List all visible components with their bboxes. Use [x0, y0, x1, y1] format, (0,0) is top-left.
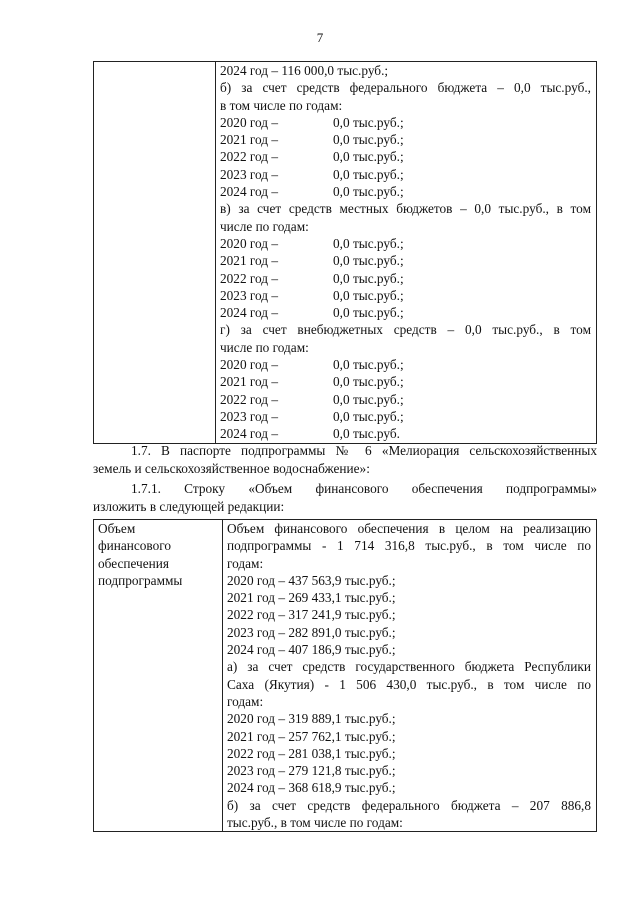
year-line: 2024 год – 116 000,0 тыс.руб.;	[220, 63, 389, 78]
year-row	[220, 408, 591, 425]
year-label: 2020 год –	[220, 114, 279, 130]
section-b-line: тыс.руб., в том числе по годам:	[227, 815, 403, 831]
year-amount: 0,0 тыс.руб.	[333, 426, 400, 442]
year-label: 2022 год –	[220, 270, 279, 286]
year-line: 2022 год – 317 241,9 тыс.руб.;	[227, 607, 396, 623]
year-label: 2021 год –	[220, 253, 279, 269]
paragraph-line: 1.7. В паспорте подпрограммы № 6 «Мелиорация сельскохозяйственных	[131, 443, 597, 458]
section-b-subheading: в том числе по годам:	[220, 97, 343, 113]
year-label: 2024 год –	[220, 305, 279, 321]
section-a-line: Саха (Якутия) - 1 506 430,0 тыс.руб., в том числе по	[227, 676, 591, 692]
year-amount: 0,0 тыс.руб.;	[333, 149, 404, 165]
section-a-line: а) за счет средств государственного бюджета Республики	[227, 659, 591, 675]
year-row	[220, 425, 591, 442]
funding-table-continued	[93, 61, 597, 444]
funding-table-new	[93, 519, 597, 832]
year-amount: 0,0 тыс.руб.;	[333, 287, 404, 303]
year-line: 2021 год – 257 762,1 тыс.руб.;	[227, 728, 396, 744]
label-line: финансового	[98, 538, 172, 554]
year-row	[220, 114, 591, 131]
year-amount: 0,0 тыс.руб.;	[333, 374, 404, 390]
year-row	[220, 304, 591, 321]
year-row	[220, 287, 591, 304]
table-value-cell	[216, 62, 597, 444]
page-number: 7	[316, 30, 324, 45]
section-v-heading: в) за счет средств местных бюджетов – 0,0 тыс.руб., в том	[220, 201, 591, 217]
section-v-subheading: числе по годам:	[220, 218, 309, 234]
year-amount: 0,0 тыс.руб.;	[333, 305, 404, 321]
year-amount: 0,0 тыс.руб.;	[333, 357, 404, 373]
section-b-heading: б) за счет средств федерального бюджета – 0,0 тыс.руб.,	[220, 80, 591, 96]
year-label: 2021 год –	[220, 132, 279, 148]
section-b-line: б) за счет средств федерального бюджета – 207 886,8	[227, 797, 591, 813]
year-amount: 0,0 тыс.руб.;	[333, 166, 404, 182]
year-amount: 0,0 тыс.руб.;	[333, 391, 404, 407]
year-line: 2021 год – 269 433,1 тыс.руб.;	[227, 590, 396, 606]
table-label-cell-empty	[94, 62, 216, 444]
table-value-cell	[223, 520, 597, 832]
year-label: 2023 год –	[220, 166, 279, 182]
intro-line: годам:	[227, 555, 264, 571]
paragraph-1-7-1	[93, 480, 597, 516]
year-amount: 0,0 тыс.руб.;	[333, 184, 404, 200]
section-g-heading: г) за счет внебюджетных средств – 0,0 тыс.руб., в том	[220, 322, 591, 338]
label-line: обеспечения	[98, 555, 169, 571]
year-label: 2021 год –	[220, 374, 279, 390]
section-a-line: годам:	[227, 693, 264, 709]
year-line: 2020 год – 319 889,1 тыс.руб.;	[227, 711, 396, 727]
year-row	[220, 235, 591, 252]
year-label: 2022 год –	[220, 149, 279, 165]
year-amount: 0,0 тыс.руб.;	[333, 132, 404, 148]
year-label: 2024 год –	[220, 426, 279, 442]
year-row	[220, 373, 591, 390]
year-line: 2023 год – 279 121,8 тыс.руб.;	[227, 763, 396, 779]
year-row	[220, 356, 591, 373]
year-line: 2024 год – 407 186,9 тыс.руб.;	[227, 642, 396, 658]
paragraph-line: 1.7.1. Строку «Объем финансового обеспечения подпрограммы»	[131, 481, 597, 496]
intro-line: подпрограммы - 1 714 316,8 тыс.руб., в том числе по	[227, 538, 591, 554]
year-row	[220, 148, 591, 165]
year-line: 2020 год – 437 563,9 тыс.руб.;	[227, 572, 396, 588]
year-label: 2023 год –	[220, 287, 279, 303]
year-row	[220, 252, 591, 269]
year-row	[220, 131, 591, 148]
year-label: 2024 год –	[220, 184, 279, 200]
year-row	[220, 270, 591, 287]
label-line: подпрограммы	[98, 572, 183, 588]
table-label-cell	[94, 520, 223, 832]
year-line: 2022 год – 281 038,1 тыс.руб.;	[227, 745, 396, 761]
year-line: 2023 год – 282 891,0 тыс.руб.;	[227, 624, 396, 640]
year-row	[220, 166, 591, 183]
year-amount: 0,0 тыс.руб.;	[333, 408, 404, 424]
section-g-subheading: числе по годам:	[220, 339, 309, 355]
year-amount: 0,0 тыс.руб.;	[333, 253, 404, 269]
paragraph-line: земель и сельскохозяйственное водоснабжение»:	[93, 461, 370, 477]
year-line: 2024 год – 368 618,9 тыс.руб.;	[227, 780, 396, 796]
year-amount: 0,0 тыс.руб.;	[333, 235, 404, 251]
year-label: 2023 год –	[220, 408, 279, 424]
intro-line: Объем финансового обеспечения в целом на реализацию	[227, 521, 591, 536]
year-label: 2020 год –	[220, 357, 279, 373]
year-amount: 0,0 тыс.руб.;	[333, 114, 404, 130]
year-row	[220, 183, 591, 200]
year-label: 2022 год –	[220, 391, 279, 407]
paragraph-1-7	[93, 442, 597, 478]
year-row	[220, 391, 591, 408]
paragraph-line: изложить в следующей редакции:	[93, 499, 285, 515]
year-label: 2020 год –	[220, 235, 279, 251]
label-line: Объем	[98, 521, 136, 536]
year-amount: 0,0 тыс.руб.;	[333, 270, 404, 286]
